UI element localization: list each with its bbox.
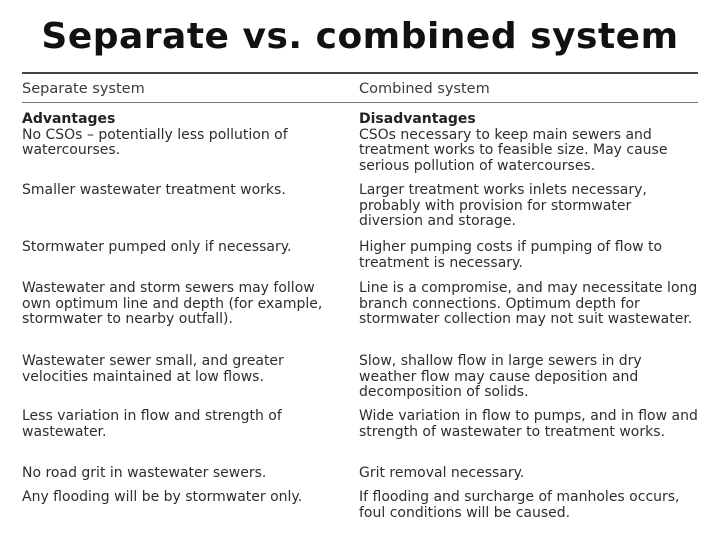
table-cell-separate: Stormwater pumped only if necessary.: [22, 239, 292, 255]
page-title: Separate vs. combined system: [41, 16, 679, 57]
table-cell-separate: Wastewater sewer small, and greater velocities maintained at low flows.: [22, 353, 284, 385]
column-header-separate: Separate system: [22, 81, 145, 97]
table-cell-separate: Any flooding will be by stormwater only.: [22, 489, 303, 505]
table-cell-separate: Wastewater and storm sewers may follow own optimum line and depth (for example, stormwater to nearby outfall).: [22, 280, 323, 327]
disadvantages-label: Disadvantages: [359, 111, 476, 127]
table-cell-combined: [359, 112, 699, 174]
row-text-combined: CSOs necessary to keep main sewers and treatment works to feasible size. May cause serious pollution of watercourses.: [359, 126, 668, 174]
table-cell-combined: If flooding and surcharge of manholes occurs, foul conditions will be caused.: [359, 489, 680, 521]
table-cell-separate: Less variation in flow and strength of wastewater.: [22, 408, 282, 440]
table-header-rule: [22, 102, 698, 103]
table-top-rule: [22, 72, 698, 74]
table-cell-combined: Wide variation in flow to pumps, and in flow and strength of wastewater to treatment works.: [359, 408, 698, 440]
table-cell-combined: Higher pumping costs if pumping of flow to treatment is necessary.: [359, 239, 663, 271]
table-cell-separate: No road grit in wastewater sewers.: [22, 465, 267, 481]
table-cell-combined: Line is a compromise, and may necessitate long branch connections. Optimum depth for stormwater collection may not suit wastewater.: [359, 280, 698, 327]
table-cell-combined: Grit removal necessary.: [359, 465, 525, 481]
column-header-combined: Combined system: [359, 81, 490, 97]
table-cell-combined: Slow, shallow flow in large sewers in dry weather flow may cause deposition and decomposition of solids.: [359, 353, 642, 400]
table-cell-combined: Larger treatment works inlets necessary, probably with provision for stormwater diversion and storage.: [359, 182, 647, 229]
row-text-separate: No CSOs – potentially less pollution of watercourses.: [22, 126, 288, 158]
advantages-label: Advantages: [22, 111, 116, 127]
table-cell-separate: [22, 112, 342, 159]
table-cell-separate: Smaller wastewater treatment works.: [22, 182, 286, 198]
